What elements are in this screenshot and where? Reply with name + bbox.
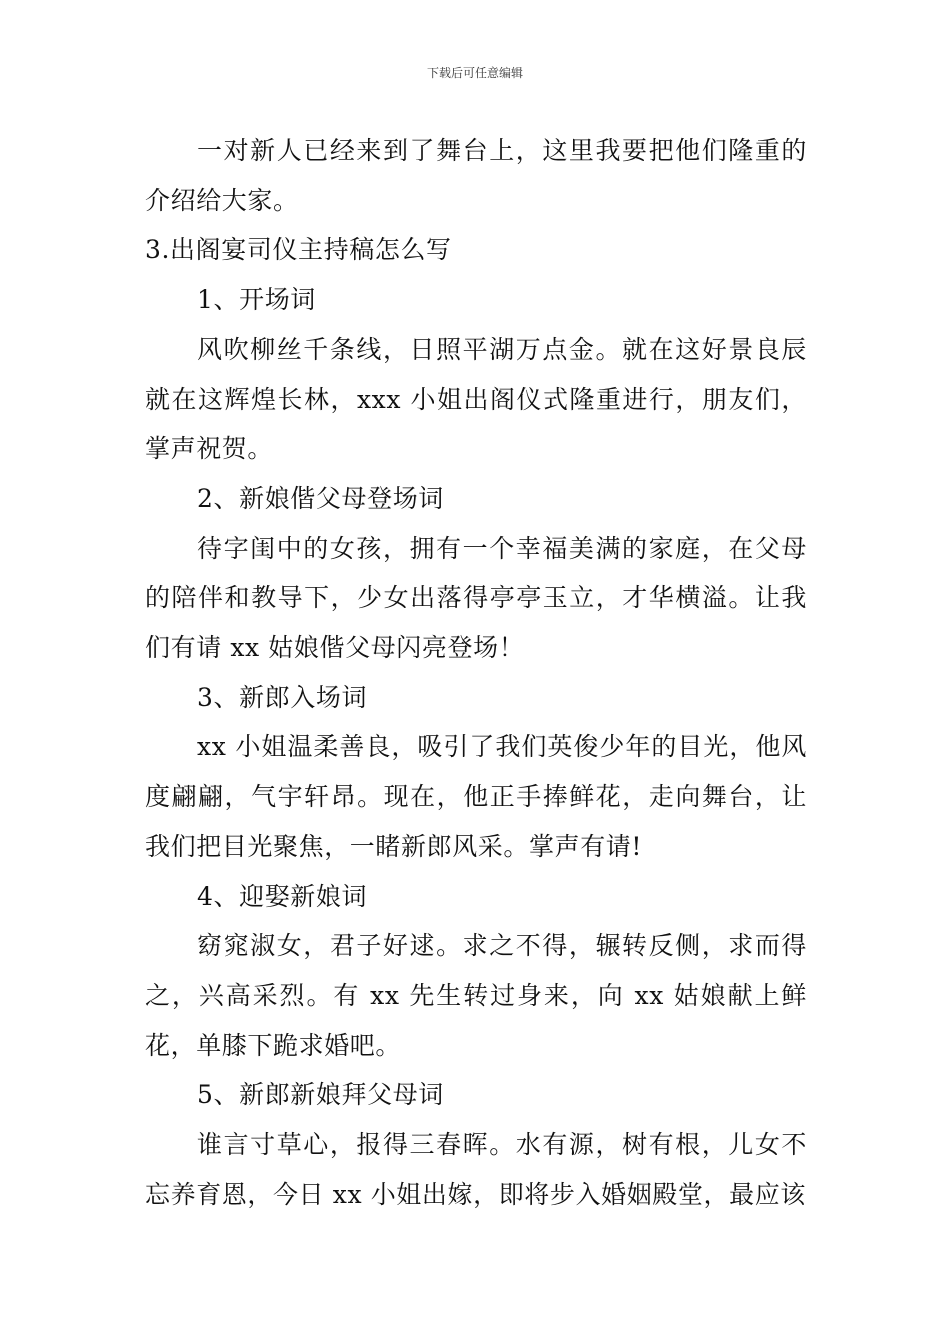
paragraph-intro: 一对新人已经来到了舞台上，这里我要把他们隆重的介绍给大家。 <box>145 136 807 215</box>
subheading-opening: 1、开场词 <box>197 285 316 315</box>
document-body <box>145 126 807 1219</box>
subheading-proposal: 4、迎娶新娘词 <box>197 881 368 911</box>
paragraph-bride-entrance: 待字闺中的女孩，拥有一个幸福美满的家庭，在父母的陪伴和教导下，少女出落得亭亭玉立，才华横溢。让我们有请 xx 姑娘偕父母闪亮登场！ <box>145 533 807 663</box>
paragraph-opening: 风吹柳丝千条线，日照平湖万点金。就在这好景良辰就在这辉煌长林，xxx 小姐出阁仪式隆重进行，朋友们，掌声祝贺。 <box>145 334 807 464</box>
paragraph-groom-entrance: xx 小姐温柔善良，吸引了我们英俊少年的目光，他风度翩翩，气宇轩昂。现在，他正手捧鲜花，走向舞台，让我们把目光聚焦，一睹新郎风采。掌声有请! <box>145 732 807 861</box>
paragraph-proposal: 窈窕淑女，君子好逑。求之不得，辗转反侧，求而得之，兴高采烈。有 xx 先生转过身来，向 xx 姑娘献上鲜花，单膝下跪求婚吧。 <box>145 931 807 1060</box>
subheading-bow-to-parents: 5、新郎新娘拜父母词 <box>197 1080 444 1110</box>
subheading-groom-entrance: 3、新郎入场词 <box>197 682 368 712</box>
section-heading: 3.出阁宴司仪主持稿怎么写 <box>145 235 452 265</box>
paragraph-bow-to-parents: 谁言寸草心，报得三春晖。水有源，树有根，儿女不忘养育恩，今日 xx 小姐出嫁，即将步入婚姻殿堂，最应该 <box>145 1130 807 1209</box>
subheading-bride-entrance: 2、新娘偕父母登场词 <box>197 483 444 513</box>
page-header: 下载后可任意编辑 <box>426 66 523 80</box>
